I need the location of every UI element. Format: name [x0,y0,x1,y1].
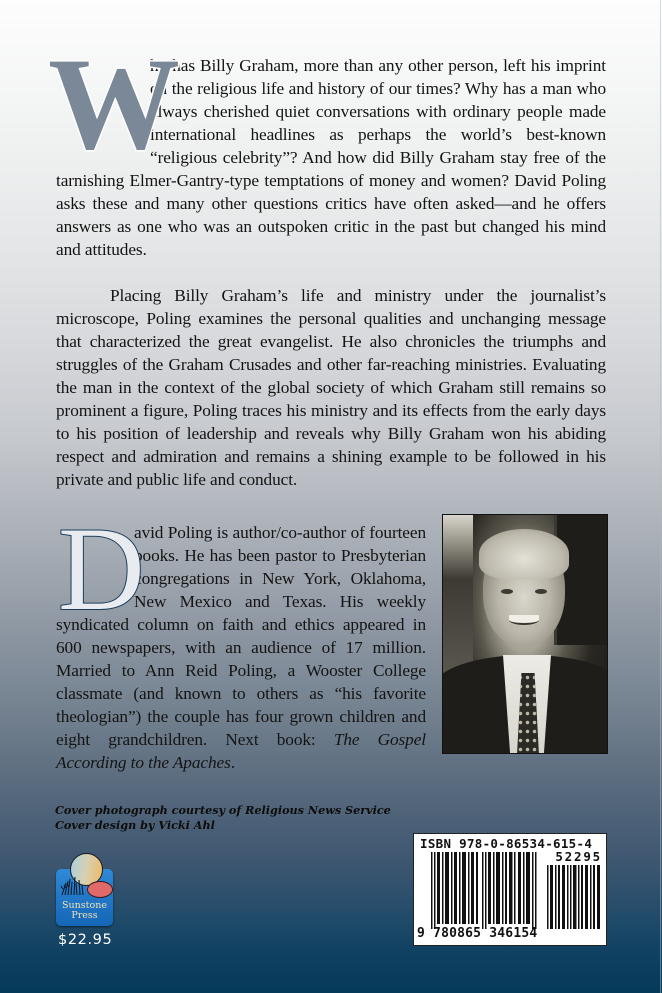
description-paragraph-1 [48,30,606,261]
end-punct: . [230,753,235,772]
photo-smile [509,615,539,625]
dropcap-d [58,502,145,635]
next-book-title: The Gospel According to the Apaches [56,730,426,772]
dropcap-letter: D [58,502,145,635]
author-photo [442,514,608,754]
stone-icon [87,881,113,898]
photo-credit: Cover photograph courtesy of Religious News Service [55,803,391,817]
sunstone-press-logo [56,853,114,928]
ean-digits: 9 780865 346154 [417,926,538,941]
price: $22.95 [58,932,113,948]
design-credit: Cover design by Vicki Ahl [55,817,215,832]
barcode-addon-number: 52295 [555,849,602,864]
publisher-name-line1: Sunstone [62,900,107,911]
photo-background [443,515,473,675]
barcode-main-bars [431,852,541,929]
barcode-addon-bars [547,865,602,929]
photo-eye [535,589,547,594]
publisher-name-line2: Press [71,910,98,921]
cover-credits [55,803,415,832]
paragraph-1-text: hy has Billy Graham, more than any other person, left his imprint on the religious life and history of our times? Why has a man who always cherished quiet conversations with ordinary people made international headlines as perhaps the world’s best-known “religious celebrity”? And how did Billy Graham stay free of the tarnishing Elmer-Gantry-type temptations of money and women? David Poling asks these and many other questions critics have often asked—and he offers answers as one who was an outspoken critic in the past but changed his mind and attitudes. [56,56,606,259]
book-edge-line [660,0,661,993]
author-bio-text: avid Poling is author/co-author of fourteen books. He has been pastor to Presbyterian congregations in New York, Oklahoma, New Mexico and Texas. His weekly syndicated column on faith and ethics appeared in 600 newspapers, with an audience of 17 million. Married to Ann Reid Poling, a Wooster College classmate (and known to others as “his favorite theologian”) the couple has four grown children and eight grandchildren. Next book: [56,523,426,749]
grass-icon [60,875,90,897]
dropcap-letter: W [48,30,180,177]
isbn-barcode [413,833,607,946]
publisher-name [56,901,113,921]
photo-eye [501,589,513,594]
author-bio [56,502,426,774]
photo-hair [479,529,569,579]
dropcap-w [48,30,180,177]
isbn-label: ISBN 978-0-86534-615-4 [420,836,593,851]
description-paragraph-2: Placing Billy Graham’s life and ministry under the journalist’s microscope, Poling examines the personal qualities and unchanging message that characterized the great evangelist. He also chronicles the triumphs and struggles of the Graham Crusades and other far-reaching ministries. Evaluating the man in the context of the global society of which Graham still remains so prominent a figure, Poling traces his ministry and its effects from the early days to his position of leadership and reveals why Billy Graham won his abiding respect and admiration and remains a shining example to be followed in his private and public life and conduct. [56,286,606,489]
